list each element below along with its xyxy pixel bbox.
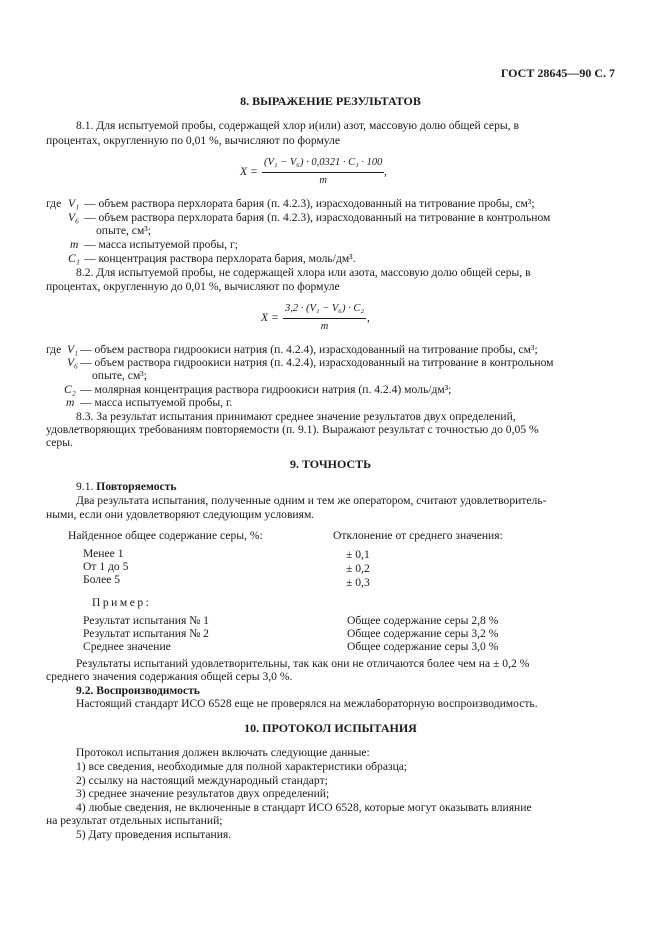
formula-1 xyxy=(262,156,384,188)
page-header: ГОСТ 28645—90 С. 7 xyxy=(500,66,615,80)
para-8-1-line1: 8.1. Для испытуемой пробы, содержащей хлор и(или) азот, массовую долю общей серы, в xyxy=(76,119,519,132)
def-1-sym: V₁ xyxy=(68,197,80,210)
formula-1-comma: , xyxy=(384,165,387,178)
range-row-3: Более 5 xyxy=(83,573,121,586)
subsection-9-1-name: Повторяемость xyxy=(96,480,177,493)
protocol-item-1: 1) все сведения, необходимые для полной характеристики образца; xyxy=(76,760,408,773)
def-2-text: — объем раствора перхлората бария (п. 4.2.3), израсходованный на титрование в контрольном xyxy=(84,211,551,224)
para-9-2: Настоящий стандарт ИСО 6528 еще не проверялся на межлабораторную воспроизводимость. xyxy=(76,697,538,710)
def2-1-text: — объем раствора гидроокиси натрия (п. 4.2.4), израсходованный на титрование пробы, см³; xyxy=(80,343,538,356)
example-left-2: Результат испытания № 2 xyxy=(83,627,209,640)
conclusion-line1: Результаты испытаний удовлетворительны, так как они не отличаются более чем на ± 0,2 % xyxy=(76,657,530,670)
protocol-item-2: 2) ссылку на настоящий международный стандарт; xyxy=(76,774,328,787)
def-4-text: — концентрация раствора перхлората бария, моль/дм³. xyxy=(84,252,356,265)
where-label-2: где xyxy=(46,343,62,356)
para-8-3-line3: серы. xyxy=(46,436,73,449)
subsection-9-2-title: 9.2. Воспроизводимость xyxy=(76,684,200,697)
para-9-1-line1: Два результата испытания, полученные одним и тем же оператором, считают удовлетворитель- xyxy=(76,494,547,507)
def-1-text: — объем раствора перхлората бария (п. 4.2.3), израсходованный на титрование пробы, см³; xyxy=(84,197,535,210)
column-head-content: Найденное общее содержание серы, %: xyxy=(68,529,263,542)
def-2-cont: опыте, см³; xyxy=(96,224,151,237)
protocol-item-5: 5) Дату проведения испытания. xyxy=(76,828,232,841)
subsection-9-1-title xyxy=(76,480,177,495)
formula-1-lhs: X = xyxy=(240,165,258,178)
subsection-9-1-number: 9.1. xyxy=(76,480,94,493)
deviation-row-3: ± 0,3 xyxy=(346,576,370,589)
protocol-intro: Протокол испытания должен включать следующие данные: xyxy=(76,746,370,759)
para-8-3-line1: 8.3. За результат испытания принимают среднее значение результатов двух определений, xyxy=(76,410,516,423)
def2-4-sym: m xyxy=(66,396,75,409)
section-10-title: 10. ПРОТОКОЛ ИСПЫТАНИЯ xyxy=(244,721,417,735)
formula-2-numerator: 3,2 · (V₁ − V₆) · C₂ xyxy=(283,302,366,319)
formula-2-comma: , xyxy=(367,311,370,324)
formula-2-denominator: m xyxy=(320,320,329,332)
def-3-text: — масса испытуемой пробы, г; xyxy=(84,238,238,251)
formula-1-numerator: (V₁ − V₆) · 0,0321 · C₁ · 100 xyxy=(262,156,384,173)
range-row-1: Менее 1 xyxy=(83,547,124,560)
def-2-sym: V₆ xyxy=(68,211,80,224)
formula-1-denominator: m xyxy=(319,174,327,186)
deviation-row-1: ± 0,1 xyxy=(346,548,370,561)
example-label: Пример: xyxy=(92,596,152,609)
def2-2-cont: опыте, см³; xyxy=(92,369,147,382)
column-head-deviation: Отклонение от среднего значения: xyxy=(333,529,503,542)
para-8-3-line2: удовлетворяющих требованиям повторяемости (п. 9.1). Выражают результат с точностью до 0,05 % xyxy=(46,423,539,436)
para-8-2-line2: процентах, округленную до 0,01 %, вычисляют по формуле xyxy=(46,280,340,293)
conclusion-line2: среднего значения содержания общей серы 3,0 %. xyxy=(46,670,293,683)
def2-2-text: — объем раствора гидроокиси натрия (п. 4.2.4), израсходованный на титрование в контрольном xyxy=(80,356,554,369)
para-8-1-line2: процентах, округленную по 0,01 %, вычисляют по формуле xyxy=(46,134,340,147)
section-9-title: 9. ТОЧНОСТЬ xyxy=(289,457,372,471)
protocol-item-4-cont: на результат отдельных испытаний; xyxy=(46,814,223,827)
formula-2-lhs: X = xyxy=(261,311,279,324)
protocol-item-3: 3) среднее значение результатов двух определений; xyxy=(76,787,330,800)
section-8-title: 8. ВЫРАЖЕНИЕ РЕЗУЛЬТАТОВ xyxy=(240,94,421,108)
example-left-1: Результат испытания № 1 xyxy=(83,614,209,627)
para-8-2-line1: 8.2. Для испытуемой пробы, не содержащей хлора или азота, массовую долю общей серы, в xyxy=(76,266,531,279)
def-4-sym: C₁ xyxy=(68,252,80,265)
example-right-2: Общее содержание серы 3,2 % xyxy=(347,627,499,640)
formula-2 xyxy=(283,302,366,334)
example-right-3: Общее содержание серы 3,0 % xyxy=(347,640,499,653)
def2-1-sym: V₁ xyxy=(67,343,79,356)
def2-3-sym: C₂ xyxy=(64,383,76,396)
def-3-sym: m xyxy=(70,238,79,251)
example-right-1: Общее содержание серы 2,8 % xyxy=(347,614,499,627)
para-9-1-line2: ными, если они удовлетворяют следующим условиям. xyxy=(46,508,315,521)
def2-4-text: — масса испытуемой пробы, г. xyxy=(80,396,233,409)
def2-2-sym: V₆ xyxy=(67,356,79,369)
protocol-item-4: 4) любые сведения, не включенные в стандарт ИСО 6528, которые могут оказывать влияние xyxy=(76,801,532,814)
def2-3-text: — молярная концентрация раствора гидроокиси натрия (п. 4.2.4) моль/дм³; xyxy=(80,383,452,396)
range-row-2: От 1 до 5 xyxy=(83,560,129,573)
where-label-1: где xyxy=(46,197,62,210)
example-left-3: Среднее значение xyxy=(83,640,171,653)
deviation-row-2: ± 0,2 xyxy=(346,562,370,575)
